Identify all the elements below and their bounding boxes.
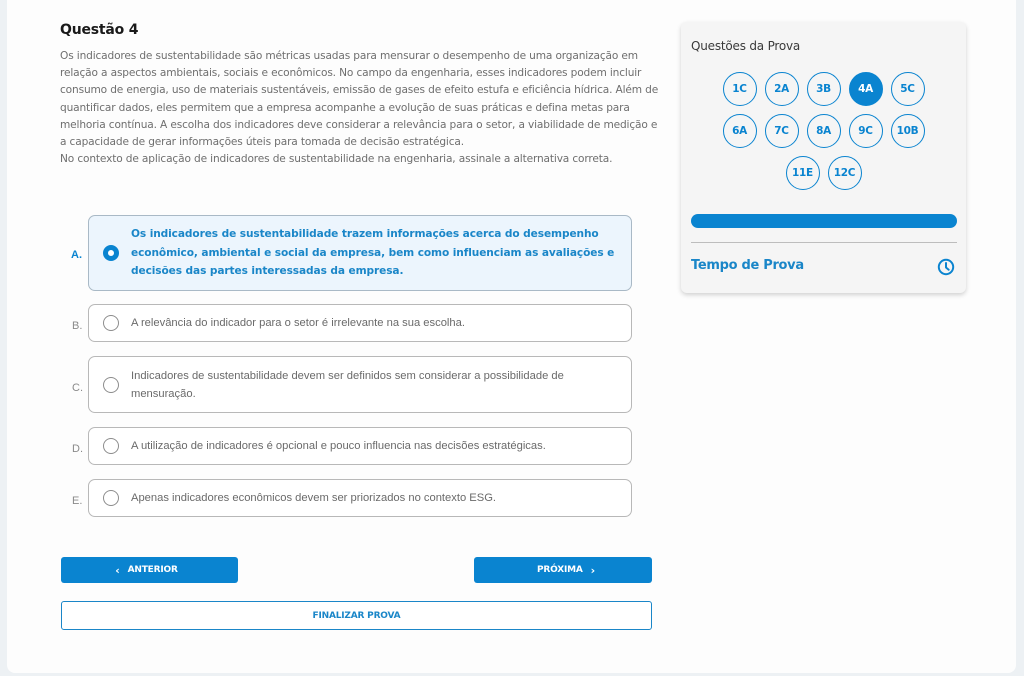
alternative-text: A utilização de indicadores é opcional e pouco influencia nas decisões estratégicas. bbox=[131, 440, 546, 452]
alternative-option-c[interactable] bbox=[88, 356, 632, 413]
radio-unchecked-icon[interactable] bbox=[103, 438, 119, 454]
navigator-row bbox=[723, 72, 925, 106]
radio-unchecked-icon[interactable] bbox=[103, 490, 119, 506]
alternative-option-b[interactable] bbox=[88, 304, 632, 342]
navigator-row bbox=[786, 156, 862, 190]
question-prompt: No contexto de aplicação de indicadores de sustentabilidade na engenharia, assinale a alternativa correta. bbox=[60, 153, 613, 166]
question-navigator bbox=[681, 72, 966, 190]
alternative-letter: E. bbox=[72, 495, 83, 507]
alternative-e bbox=[60, 479, 632, 517]
question-title: Questão 4 bbox=[60, 22, 139, 38]
previous-button[interactable] bbox=[61, 557, 238, 583]
question-bubble-8[interactable]: 8A bbox=[807, 114, 841, 148]
question-bubble-9[interactable]: 9C bbox=[849, 114, 883, 148]
clock-icon[interactable] bbox=[937, 258, 955, 276]
previous-button-label: ANTERIOR bbox=[127, 565, 178, 575]
radio-checked-icon[interactable] bbox=[103, 245, 119, 261]
radio-unchecked-icon[interactable] bbox=[103, 315, 119, 331]
alternative-option-a[interactable] bbox=[88, 215, 632, 291]
question-statement bbox=[60, 48, 660, 168]
finish-exam-button[interactable] bbox=[61, 601, 652, 630]
chevron-right-icon: › bbox=[590, 563, 595, 577]
question-bubble-6[interactable]: 6A bbox=[723, 114, 757, 148]
alternative-text: Apenas indicadores econômicos devem ser priorizados no contexto ESG. bbox=[131, 492, 497, 504]
chevron-left-icon: ‹ bbox=[115, 563, 120, 577]
question-bubble-2[interactable]: 2A bbox=[765, 72, 799, 106]
alternative-a bbox=[60, 215, 632, 291]
question-bubble-4-current[interactable]: 4A bbox=[849, 72, 883, 106]
next-button-label: PRÓXIMA bbox=[536, 565, 583, 575]
exam-timer-label[interactable]: Tempo de Prova bbox=[691, 258, 804, 273]
panel-divider bbox=[691, 242, 957, 243]
alternative-text: A relevância do indicador para o setor é irrelevante na sua escolha. bbox=[131, 317, 465, 329]
navigator-row bbox=[723, 114, 925, 148]
question-bubble-5[interactable]: 5C bbox=[891, 72, 925, 106]
panel-title: Questões da Prova bbox=[691, 39, 801, 53]
question-paragraph: Os indicadores de sustentabilidade são métricas usadas para mensurar o desempenho de uma organização em relação a aspectos ambientais, sociais e econômicos. No campo da engenharia, esses indicadores podem incluir consumo de energia, uso de materiais sustentáveis, emissão de gases de efeito estufa e eficiência hídrica. Além de quantificar dados, eles permitem que a empresa acompanhe a evolução de suas práticas e defina metas para melhoria contínua. A escolha dos indicadores deve considerar a relevância para o setor, a viabilidade de medição e a capacidade de gerar informações úteis para tomada de decisão estratégica. bbox=[60, 50, 659, 149]
alternative-letter: B. bbox=[72, 320, 83, 332]
alternative-letter: C. bbox=[72, 381, 83, 394]
alternative-text: Indicadores de sustentabilidade devem ser definidos sem considerar a possibilidade de mensuração. bbox=[131, 369, 564, 400]
alternative-option-d[interactable] bbox=[88, 427, 632, 465]
exam-progress-bar bbox=[691, 214, 957, 228]
alternative-text: Os indicadores de sustentabilidade trazem informações acerca do desempenho econômico, ambiental e social da empresa, bem como influenciam as avaliações e decisões das partes interessadas da empresa. bbox=[131, 228, 615, 278]
question-bubble-11[interactable]: 11E bbox=[786, 156, 820, 190]
radio-unchecked-icon[interactable] bbox=[103, 377, 119, 393]
question-bubble-1[interactable]: 1C bbox=[723, 72, 757, 106]
alternatives-list bbox=[60, 215, 632, 517]
alternative-option-e[interactable] bbox=[88, 479, 632, 517]
exam-questions-panel bbox=[681, 22, 966, 293]
alternative-letter: A. bbox=[71, 249, 82, 261]
alternative-c bbox=[60, 356, 632, 413]
alternative-d bbox=[60, 427, 632, 465]
question-bubble-7[interactable]: 7C bbox=[765, 114, 799, 148]
alternative-b bbox=[60, 304, 632, 342]
next-button[interactable] bbox=[474, 557, 652, 583]
question-area bbox=[60, 22, 660, 168]
alternative-letter: D. bbox=[72, 443, 83, 455]
question-bubble-3[interactable]: 3B bbox=[807, 72, 841, 106]
question-bubble-10[interactable]: 10B bbox=[891, 114, 925, 148]
finish-exam-label: FINALIZAR PROVA bbox=[312, 610, 401, 621]
question-bubble-12[interactable]: 12C bbox=[828, 156, 862, 190]
